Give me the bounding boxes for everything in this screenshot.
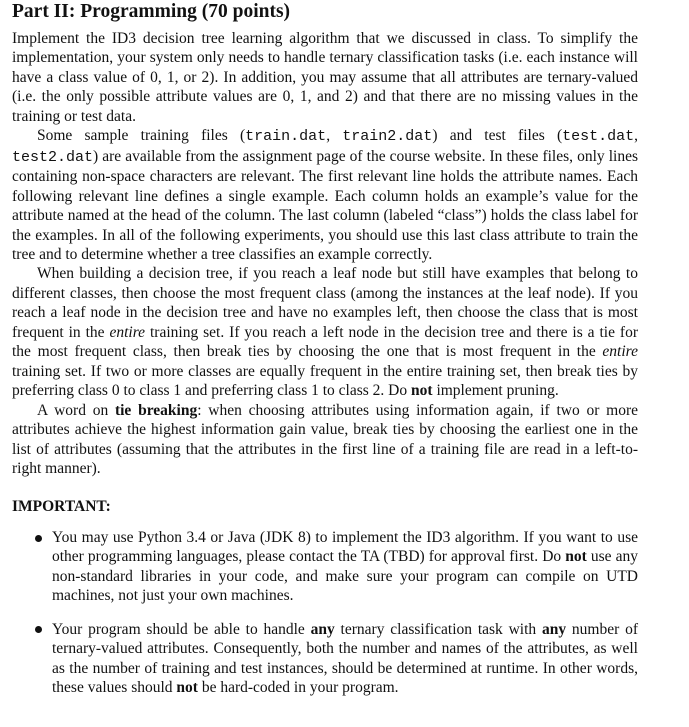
filename-test2: test2.dat [12,148,94,166]
list-item [12,528,638,606]
paragraph-files [12,126,638,264]
text-span: be hard-coded in your program. [197,679,399,697]
bold-not: not [411,382,433,400]
filename-test: test.dat [562,128,635,146]
text-span: , [634,127,639,145]
text-span: When building a decision tree, if you reach a leaf node but still have examples that belong to different classes, then choose the most frequent class (among the instances at the leaf node). If you reach a leaf node in the decision tree and have no examples left, then choose the class that is most frequent in the [12,265,638,341]
bold-tie-breaking: tie breaking [114,401,198,419]
important-list [12,528,638,698]
text-span: Your program should be able to handle [52,620,311,638]
bold-not: not [565,548,587,566]
text-span: Some sample training files ( [37,127,246,145]
body-text [12,29,638,478]
section-heading: Part II: Programming (70 points) [12,1,291,22]
text-span: ) are available from the assignment page of the course website. In these files, only lines containing non-space characters are relevant. The first relevant line holds the attribute names. Each following relevant line defines a single example. Each column holds an example’s value for the attribute named at the head of the column. The last column (labeled “class”) holds the class label for the examples. In all of the following experiments, you should use this last class attribute to train the tree and to determine whether a tree classifies an example correctly. [12,147,638,263]
text-span: , [326,127,343,145]
text-span: ) and test files ( [432,127,563,145]
bullet-icon [35,626,42,633]
bold-not: not [176,679,198,697]
text-span: : when choosing attributes using information again, if two or more attributes achieve the highest information gain value, break ties by choosing the earliest one in the list of attributes (assuming that the attributes in the first line of a training file are read in a left-to-right manner). [12,401,638,477]
emphasis-entire: entire [109,323,146,341]
text-span: You may use Python 3.4 or Java (JDK 8) to implement the ID3 algorithm. If you want to use other programming languages, please contact the TA (TBD) for approval first. Do [52,529,638,566]
filename-train: train.dat [245,128,327,146]
text-span: training set. If you reach a left node in the decision tree and there is a tie for the most frequent class, then break ties by choosing the one that is most frequent in the [12,323,639,361]
paragraph-intro: Implement the ID3 decision tree learning algorithm that we discussed in class. To simplify the implementation, your system only needs to handle ternary classification tasks (i.e. each instance will have a class value of 0, 1, or 2). In addition, you may assume that all attributes are ternary-valued (i.e. the only possible attribute values are 0, 1, and 2) and that there are no missing values in the training or test data. [12,30,638,125]
filename-train2: train2.dat [342,128,433,146]
text-span: A word on [37,401,115,419]
bold-any: any [310,620,335,638]
text-span: implement pruning. [432,382,559,400]
text-span: training set. If two or more classes are equally frequent in the entire training set, then break ties by preferring class 0 to class 1 and preferring class 1 to class 2. Do [12,362,638,400]
text-span: ternary classification task with [334,620,542,638]
important-heading: IMPORTANT: [12,498,111,515]
emphasis-entire: entire [602,343,638,361]
text-span: use any non-standard libraries in your code, and make sure your program can compile on UTD machines, not just your own machines. [52,548,638,605]
bold-any: any [541,620,567,638]
text-span: number of ternary-valued attributes. Consequently, both the number and names of the attributes, as well as the number of training and test instances, should be determined at runtime. In other words, these values should [52,620,638,697]
list-item [12,620,638,698]
bullet-icon [35,535,42,542]
paragraph-tree-building [12,264,638,400]
paragraph-tie-breaking [12,401,638,479]
